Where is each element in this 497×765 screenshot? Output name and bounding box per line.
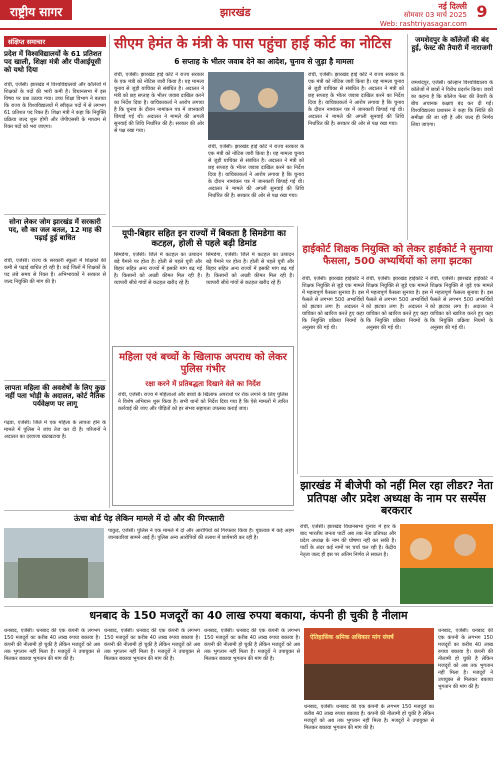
lead-body-col1: रांची, एजेंसी। झारखंड हाई कोर्ट ने राज्य सरकार के एक मंत्री को नोटिस जारी किया है। यह मामला चुनाव से जुड़ी याचिका से संबंधित है। अदालत ने मंत्री को छह सप्ताह के भीतर जवाब दाखिल करने का निर्देश दिया है। याचिकाकर्ता ने आरोप लगाया है कि चुनाव के दौरान नामांकन पत्र में जानकारी छिपाई गई थी। अदालत ने मामले की अगली सुनवाई की तिथि निर्धारित की है। सरकार की ओर से पक्ष रखा गया। (114, 72, 204, 134)
banner-text: ऐतिहासिक श्रमिक अधिकार मांग संघर्ष (310, 634, 394, 641)
teacher-body-col2: रांची, एजेंसी। झारखंड हाईकोर्ट ने शिक्षक नियुक्ति से जुड़े एक मामले में महत्वपूर्ण फैसला सुनाया है। इस फैसले से लगभग 500 अभ्यर्थियों को झटका लगा है। अदालत ने याचिका को खारिज करते हुए कहा कि नियुक्ति प्रक्रिया नियमों के अनुसार की गई थी। (366, 276, 428, 331)
paper-name: राष्ट्रीय सागर (0, 0, 72, 20)
teacher-body-col1: रांची, एजेंसी। झारखंड हाईकोर्ट ने शिक्षक नियुक्ति से जुड़े एक मामले में महत्वपूर्ण फैसला सुनाया है। इस फैसले से लगभग 500 अभ्यर्थियों को झटका लगा है। अदालत ने याचिका को खारिज करते हुए कहा कि नियुक्ति प्रक्रिया नियमों के अनुसार की गई थी। (302, 276, 364, 331)
money-headline: धनबाद के 150 मजदूरों का 40 लाख रुपया बकाया, कंपनी ही चुकी है नीलाम (89, 609, 408, 622)
bjp-body: रांची, एजेंसी। झारखंड विधानसभा चुनाव में हार के बाद भारतीय जनता पार्टी अब तक नेता प्रतिपक्ष और प्रदेश अध्यक्ष के नाम की घोषणा नहीं कर सकी है। पार्टी के अंदर कई नामों पर चर्चा चल रही है। केंद्रीय नेतृत्व जल्द ही इस पर अंतिम निर्णय ले सकता है। (300, 524, 396, 558)
lead-headline: सीएम हेमंत के मंत्री के पास पहुंचा हाई कोर्ट का नोटिस (114, 36, 392, 52)
lead-photo (208, 72, 304, 140)
jackfruit-headline: यूपी-बिहार सहित इन राज्यों में बिकता है सिमडेगा का कटहल, होली से पहले बढ़ी डिमांड (122, 229, 286, 249)
money-body-col1: धनबाद, एजेंसी। धनबाद की एक कंपनी के लगभग 150 मजदूरों का करीब 40 लाख रुपया बकाया है। कंपनी की नीलामी हो चुकी है लेकिन मजदूरों को अब तक भुगतान नहीं मिला है। मजदूरों ने उपायुक्त से मिलकर बकाया भुगतान की मांग की है। (4, 628, 100, 662)
jackfruit-body-col2: सिमडेगा, एजेंसी। जिले में कटहल का उत्पादन बड़े पैमाने पर होता है। होली से पहले यूपी और बिहार सहित अन्य राज्यों में इसकी मांग बढ़ गई है। किसानों को अच्छी कीमत मिल रही है। व्यापारी सीधे गांवों से कटहल खरीद रहे हैं। (206, 252, 294, 286)
masthead-info (380, 2, 467, 29)
divider (4, 380, 106, 381)
police-subhead: रक्षा करने में प्रतिबद्धता दिखाने वेले का निर्देश (145, 380, 261, 388)
brief1-body: रांची, एजेंसी। झारखंड में विश्वविद्यालयों और कॉलेजों में शिक्षकों के पदों की भारी कमी है। विधानसभा में इस विषय पर प्रश्न उठाया गया। उच्च शिक्षा विभाग ने बताया कि राज्य के विश्वविद्यालयों में स्वीकृत पदों में से लगभग 61 प्रतिशत पद रिक्त हैं। शिक्षा मंत्री ने कहा कि नियुक्ति प्रक्रिया जल्द शुरू होगी और जेपीएससी के माध्यम से रिक्त पदों को भरा जाएगा। (4, 82, 106, 130)
lead-subheadline: 6 सप्ताह के भीतर जवाब देने का आदेश, चुनाव से जुड़ा है मामला (174, 57, 354, 66)
column-rule (109, 34, 110, 508)
panchayat-photo (4, 528, 104, 598)
panchayat-body: पाकुड़, एजेंसी। पुलिस ने एक मामले में दो और आरोपियों को गिरफ्तार किया है। पूछताछ में कई अहम जानकारियां सामने आई हैं। पुलिस अन्य आरोपियों की तलाश में छापेमारी कर रही है। (108, 528, 294, 541)
lead-body-col2: रांची, एजेंसी। झारखंड हाई कोर्ट ने राज्य सरकार के एक मंत्री को नोटिस जारी किया है। यह मामला चुनाव से जुड़ी याचिका से संबंधित है। अदालत ने मंत्री को छह सप्ताह के भीतर जवाब दाखिल करने का निर्देश दिया है। याचिकाकर्ता ने आरोप लगाया है कि चुनाव के दौरान नामांकन पत्र में जानकारी छिपाई गई थी। अदालत ने मामले की अगली सुनवाई की तिथि निर्धारित की है। सरकार की ओर से पक्ष रखा गया। (208, 144, 304, 199)
briefs-tag: संक्षिप्त समाचार (4, 36, 106, 47)
city: नई दिल्ली (438, 2, 467, 11)
teacher-headline: हाईकोर्ट शिक्षक नियुक्ति को लेकर हाईकोर्ट ने सुनाया फैसला, 500 अभ्यर्थियों को लगा झटका (302, 244, 493, 267)
page-number: 9 (471, 0, 493, 24)
right-body: जमशेदपुर, एजेंसी। कोल्हान विश्वविद्यालय के कॉलेजों में छात्रों ने विरोध प्रदर्शन किया। छात्रों का कहना है कि कॉलेज फेस्ट की तैयारी के बीच अचानक कक्षाएं बंद कर दी गईं। विश्वविद्यालय प्रशासन ने कहा कि स्थिति की समीक्षा की जा रही है और जल्द ही निर्णय लिया जाएगा। (411, 80, 493, 128)
money-body-col5: धनबाद, एजेंसी। धनबाद की एक कंपनी के लगभग 150 मजदूरों का करीब 40 लाख रुपया बकाया है। कंपनी की नीलामी हो चुकी है लेकिन मजदूरों को अब तक भुगतान नहीं मिला है। मजदूरों ने उपायुक्त से मिलकर बकाया भुगतान की मांग की है। (438, 628, 493, 690)
brief3-body: गढ़वा, एजेंसी। जिले में एक महिला के लापता होने के मामले में पुलिस ने जांच तेज कर दी है। परिजनों ने अदालत का दरवाजा खटखटाया है। (4, 420, 106, 440)
column-rule (407, 34, 408, 240)
police-body: रांची, एजेंसी। राज्य में महिलाओं और बच्चों के खिलाफ अपराधों पर रोक लगाने के लिए पुलिस ने विशेष अभियान शुरू किया है। सभी थानों को निर्देश दिया गया है कि ऐसे मामलों में त्वरित कार्रवाई की जाए और पीड़ितों को हर संभव सहायता उपलब्ध कराई जाए। (118, 392, 288, 412)
column-rule (297, 226, 298, 474)
divider (112, 226, 294, 227)
section-name: झारखंड (220, 6, 251, 19)
right-headline: जमशेदपुर के कॉलेजों की बंद हुई, फेस्ट की तैयारी में नाराजगी (411, 36, 493, 53)
money-body-col2: धनबाद, एजेंसी। धनबाद की एक कंपनी के लगभग 150 मजदूरों का करीब 40 लाख रुपया बकाया है। कंपनी की नीलामी हो चुकी है लेकिन मजदूरों को अब तक भुगतान नहीं मिला है। मजदूरों ने उपायुक्त से मिलकर बकाया भुगतान की मांग की है। (104, 628, 200, 662)
divider (4, 214, 106, 215)
divider (4, 606, 493, 607)
police-headline: महिला एवं बच्चों के खिलाफ अपराध को लेकर पुलिस गंभीर (119, 352, 287, 375)
date: सोमवार 03 मार्च 2025 (403, 11, 467, 19)
teacher-body-col3: रांची, एजेंसी। झारखंड हाईकोर्ट ने शिक्षक नियुक्ति से जुड़े एक मामले में महत्वपूर्ण फैसला सुनाया है। इस फैसले से लगभग 500 अभ्यर्थियों को झटका लगा है। अदालत ने याचिका को खारिज करते हुए कहा कि नियुक्ति प्रक्रिया नियमों के अनुसार की गई थी। (430, 276, 493, 331)
lead-body-col3: रांची, एजेंसी। झारखंड हाई कोर्ट ने राज्य सरकार के एक मंत्री को नोटिस जारी किया है। यह मामला चुनाव से जुड़ी याचिका से संबंधित है। अदालत ने मंत्री को छह सप्ताह के भीतर जवाब दाखिल करने का निर्देश दिया है। याचिकाकर्ता ने आरोप लगाया है कि चुनाव के दौरान नामांकन पत्र में जानकारी छिपाई गई थी। अदालत ने मामले की अगली सुनवाई की तिथि निर्धारित की है। सरकार की ओर से पक्ष रखा गया। (308, 72, 404, 127)
panchayat-headline: ऊंचा बोर्ड पेड़ लेकिन मामले में दो और की गिरफ्तारी (73, 514, 225, 523)
website: Web: rashtriyasagar.com (379, 20, 467, 28)
money-body-col4: धनबाद, एजेंसी। धनबाद की एक कंपनी के लगभग 150 मजदूरों का करीब 40 लाख रुपया बकाया है। कंपनी की नीलामी हो चुकी है लेकिन मजदूरों को अब तक भुगतान नहीं मिला है। मजदूरों ने उपायुक्त से मिलकर बकाया भुगतान की मांग की है। (304, 704, 434, 731)
money-photo (304, 628, 434, 700)
brief2-headline: सोना लेकर जोम झारखंड में सरकारी पद, सौ का जल बतल, 12 माह की पढ़ाई हुई बाधित (8, 218, 102, 243)
money-body-col3: धनबाद, एजेंसी। धनबाद की एक कंपनी के लगभग 150 मजदूरों का करीब 40 लाख रुपया बकाया है। कंपनी की नीलामी हो चुकी है लेकिन मजदूरों को अब तक भुगतान नहीं मिला है। मजदूरों ने उपायुक्त से मिलकर बकाया भुगतान की मांग की है। (204, 628, 300, 662)
bjp-photo (400, 524, 493, 604)
divider (4, 510, 294, 511)
brief1-headline: प्रदेश में विश्वविद्यालयों के 61 प्रतिशत पद खाली, शिक्षा मंत्री और पीआईयूसी को यथो दिया (4, 50, 102, 75)
masthead (0, 0, 497, 30)
brief3-headline: लापता महिला की अवशेषों के लिए कुछ नहीं पता भोड़ी के अदालत, कोर्ट नैतिक पर्यवेक्षण पर लागू (4, 384, 106, 409)
brief2-body: रांची, एजेंसी। राज्य के सरकारी स्कूलों में शिक्षकों की कमी से पढ़ाई बाधित हो रही है। कई जिलों में शिक्षकों के पद लंबे समय से रिक्त हैं। अभिभावकों ने सरकार से जल्द नियुक्ति की मांग की है। (4, 258, 106, 285)
divider (300, 476, 493, 477)
jackfruit-body-col1: सिमडेगा, एजेंसी। जिले में कटहल का उत्पादन बड़े पैमाने पर होता है। होली से पहले यूपी और बिहार सहित अन्य राज्यों में इसकी मांग बढ़ गई है। किसानों को अच्छी कीमत मिल रही है। व्यापारी सीधे गांवों से कटहल खरीद रहे हैं। (114, 252, 202, 286)
bjp-headline: झारखंड में बीजेपी को नहीं मिल रहा लीडर? नेता प्रतिपक्ष और प्रदेश अध्यक्ष के नाम पर सस्पेंस बरकरार (300, 479, 493, 518)
